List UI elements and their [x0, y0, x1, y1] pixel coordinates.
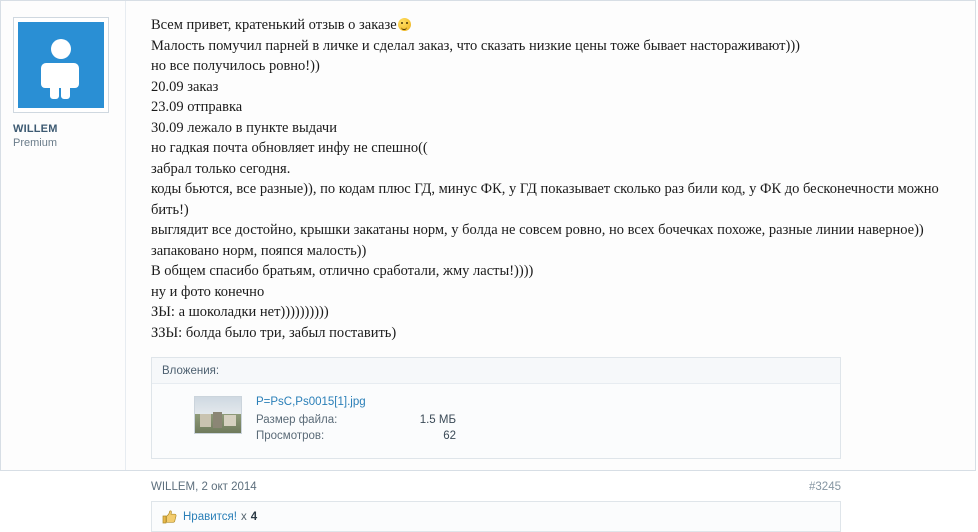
message-line: ЗЗЫ: болда было три, забыл поставить): [151, 324, 397, 341]
post-message-column: [126, 1, 975, 523]
message-line: но все получилось ровно!)): [151, 58, 320, 74]
attachment-filename-link[interactable]: P=PsC,Ps0015[1].jpg: [256, 396, 366, 408]
post-number[interactable]: #3245: [809, 481, 841, 493]
message-line: выглядит все достойно, крышки закатаны норм, у болда не совсем ровно, но всех бочечках похоже, разные линии наверное)): [151, 222, 924, 238]
avatar[interactable]: [13, 17, 109, 113]
message-line: ЗЫ: а шоколадки нет)))))))))): [151, 304, 329, 320]
message-line: ну и фото конечно: [151, 283, 265, 300]
thumbs-up-icon: [162, 510, 177, 524]
message-line: Всем привет, кратенький отзыв о заказе: [151, 15, 957, 36]
attachment-info: [256, 396, 456, 444]
message-line: но гадкая почта обновляет инфу не спешно((: [151, 140, 428, 156]
message-line: 23.09 отправка: [151, 99, 243, 115]
message-line: В общем спасибо братьям, отлично сработали, жму ласты!)))): [151, 263, 534, 279]
person-avatar-icon: [18, 22, 104, 108]
attachment-views-row: [256, 428, 456, 444]
message-line: 20.09 заказ: [151, 78, 219, 95]
attachment-views-value: 62: [443, 430, 456, 442]
attachment-size-row: [256, 412, 456, 428]
post-footer: [151, 481, 841, 493]
message-line: коды бьются, все разные)), по кодам плюс ГД, минус ФК, у ГД показывает сколько раз били код, у ФК до бесконечности можно бить!): [151, 181, 943, 218]
attachments-panel: [151, 357, 841, 459]
attachment-size-label: Размер файла:: [256, 414, 338, 426]
message-line: 30.09 лежало в пункте выдачи: [151, 119, 337, 136]
post-message-body: [151, 15, 957, 343]
message-line: Малость помучил парней в личке и сделал заказ, что сказать низкие цены тоже бывает настораживают))): [151, 37, 800, 54]
message-line: запаковано норм, пояпся малость)): [151, 242, 367, 259]
post-user-column: [1, 1, 126, 470]
message-line: забрал только сегодня.: [151, 160, 291, 177]
attachments-header: Вложения:: [152, 358, 840, 384]
post-meta[interactable]: WILLEM, 2 окт 2014: [151, 481, 257, 493]
like-separator: x: [240, 510, 247, 523]
post-user-title: Premium: [13, 137, 58, 149]
like-bar: [151, 501, 841, 532]
post-username[interactable]: WILLEM: [13, 123, 58, 135]
like-label[interactable]: Нравится!: [183, 510, 237, 523]
attachment-item: [152, 384, 840, 458]
attachment-views-label: Просмотров:: [256, 430, 325, 442]
like-count: 4: [250, 510, 258, 523]
attachment-thumbnail[interactable]: [194, 396, 242, 434]
smiley-emoji-icon: [398, 18, 411, 31]
attachment-size-value: 1.5 МБ: [419, 414, 456, 426]
